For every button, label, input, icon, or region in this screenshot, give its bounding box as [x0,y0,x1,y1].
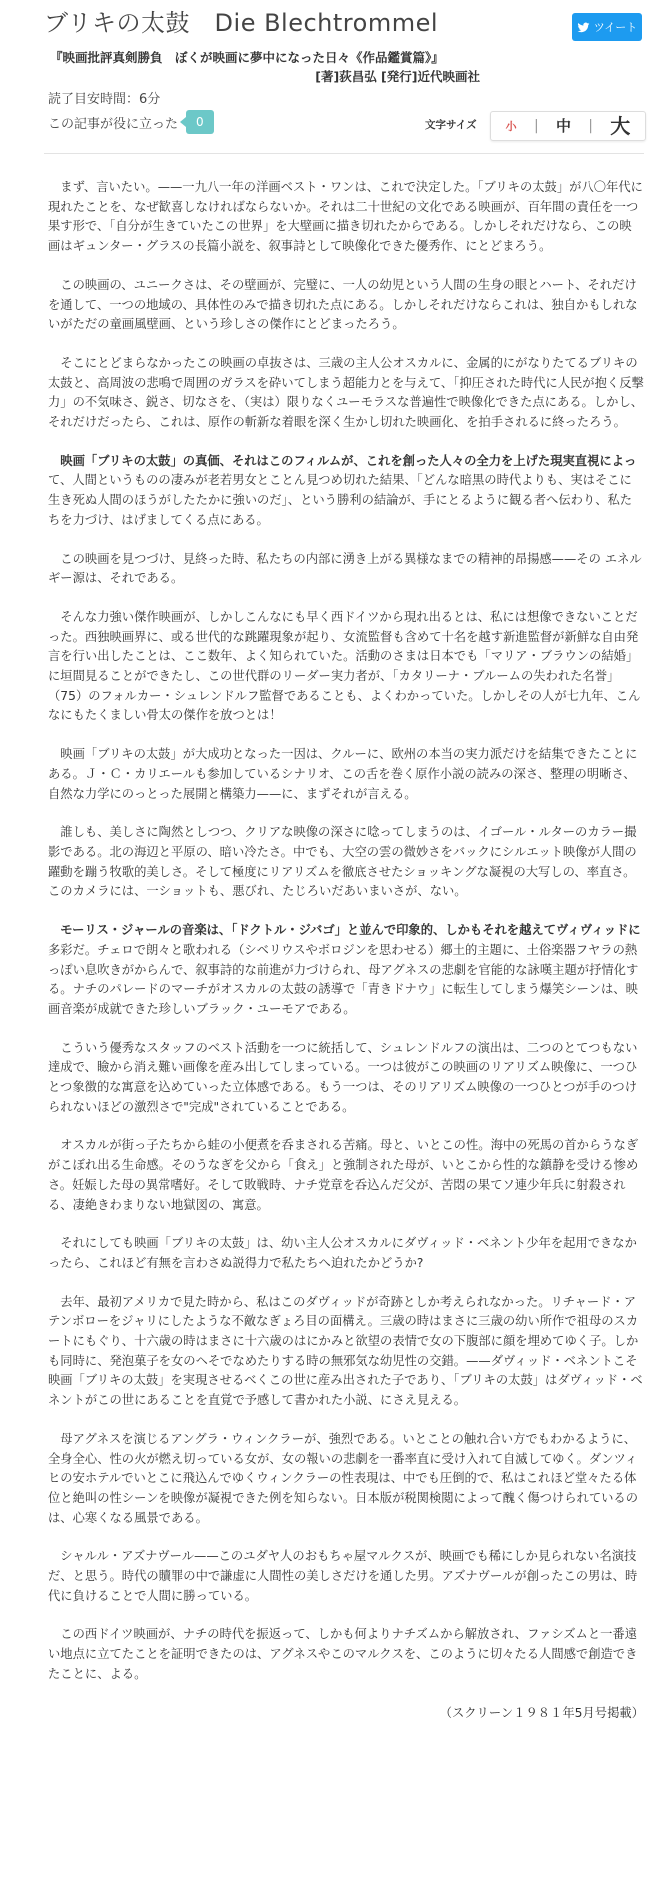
article-paragraph: それにしても映画「ブリキの太鼓」は、幼い主人公オスカルにダヴィッド・ベネント少年を起用できなかったら、これほど有無を言わさぬ説得力で私たちへ迫れたかどうか? [48,1236,637,1270]
helpful-label: この記事が役に立った [48,116,179,132]
font-size-separator: | [533,118,539,134]
article-paragraph: 映画「ブリキの太鼓」が大成功となった一因は、クルーに、欧州の本当の実力派だけを結集できたことにある。Ｊ・Ｃ・カリエールも参加しているシナリオ、この舌を巻く原作小説の読みの深さ、整理の明晰さ、自然な力学にのっとった展開と構築力——に、まずそれが言える。 [48,747,638,801]
article-paragraph: そこにとどまらなかったこの映画の卓抜さは、三歳の主人公オスカルに、金属的にがなりたてるブリキの太鼓と、高周波の悲鳴で周囲のガラスを砕いてしまう超能力とを与えて、「抑圧された時代に人民が抱く反撃力」の不気味さ、鋭さ、切なさを、（実は）限りなくユーモラスな普遍性で映像化できた点にある。しかし、それだけだったら、これは、原作の斬新な着眼を深く生かし切れた映画化、を拍手されるに終ったろう。 [48,355,644,430]
article-paragraph: この映画の、ユニークさは、その壁画が、完璧に、一人の幼児という人間の生身の眼とハート、それだけを通して、一つの地域の、具体性のみで描き切れた点にある。しかしそれだけならこれは、独自かもしれないがただの童画風壁画、という珍しさの傑作にとどまったろう。 [48,277,638,332]
article-paragraph: この映画を見つづけ、見終った時、私たちの内部に湧き上がる異様なまでの精神的昂揚感——その エネルギー源は、それである。 [48,551,642,586]
font-size-label: 文字サイズ [425,119,477,131]
helpful-widget [48,110,214,134]
article-paragraph: 去年、最初アメリカで見た時から、私はこのダヴィッドが奇跡としか考えられなかった。リチャード・アテンボローをジャリにしたような不敵なぎょろ目の面構え。三歳の時はまさに三歳の幼い所作で祖母のスカートにもぐり、十六歳の時はまさに十六歳のはにかみと欲望の表情で女の下腹部に顔を埋めてゆく子。しかも同時に、発泡菓子を女のヘそでなめたりする時の無邪気な幼児性の交錯。——ダヴィッド・ベネントこそ映画「ブリキの太鼓」を実現させるべくこの世に産み出された子であり、「ブリキの太鼓」はダヴィッド・ベネントがこの世にあることを直覚で予感して書かれた小説、にさえ見える。 [48,1294,643,1408]
article-paragraph: こういう優秀なスタッフのベスト活動を一つに統括して、シュレンドルフの演出は、二つのとてつもない達成で、瞼から消え難い画像を産み出してしまっている。一つは彼がこの映画のリアリズム映像に、一つひとつ象徴的な寓意を込めていった立体感である。もう一つは、そのリアリズム映像の一つひとつが手のつけられないほどの激烈さで"完成"されていることである。 [48,1040,638,1114]
font-size-small-button[interactable]: 小 [505,119,517,133]
article-paragraph: 映画「ブリキの太鼓」の真価、それはこのフィルムが、これを創った人々の全力を上げた現実直視によって、人間というものの凄みが老若男女とことん見つめ切れた結果、「どんな暗黒の時代よりも、実はそこに生き死ぬ人間のほうがしたたかに強いのだ」、という勝利の結論が、手にとるように観る者へ伝わり、私たちを力づけ、はげましてくる点にある。 [48,453,637,527]
author-publisher: [著]荻昌弘 [発行]近代映画社 [315,69,480,84]
font-size-separator: | [588,118,593,134]
article-paragraph: そんな力強い傑作映画が、しかしこんなにも早く西ドイツから現れ出るとは、私には想像できないことだった。西独映画界に、或る世代的な跳躍現象が起り、女流監督も含めて十名を越す新進監督が新鮮な自由発言を行い出したことは、ここ数年、よく知られていた。活動のさまは日本でも「マリア・ブラウンの結婚」に垣間見ることができたし、この世代群のリーダー実力者が、「カタリーナ・ブルームの失われた名誉」（75）のフォルカー・シュレンドルフ監督であることも、よくわかっていた。しかしその人が七九年、こんなにもたくましい骨太の傑作を放つとは！ [48,609,641,723]
read-time: 読了目安時間：6分 [48,92,161,107]
tweet-label: ツイート [593,21,638,34]
divider [44,153,644,154]
article-body [48,178,644,1742]
article-paragraph: オスカルが街っ子たちから蛙の小便煮を呑まされる苦痛。母と、いとこの性。海中の死馬の首からうなぎがこぼれ出る生命感。そのうなぎを父から「食え」と強制された母が、いとこから性的な鎮静を受ける惨めさ。妊娠した母の異常嗜好。そして敗戦時、ナチ党章を呑込んだ父が、苦悶の果てソ連少年兵に射殺される、凄絶きわまりない地獄図の、寓意。 [48,1138,639,1212]
article-paragraph: シャルル・アズナヴール——このユダヤ人のおもちゃ屋マルクスが、映画でも稀にしか見られない名演技だ、と思う。時代の贖罪の中で謙虚に人間性の美しさだけを通した男。アズナヴールが創ったこの男は、時代に負けることで人間に勝っている。 [48,1549,638,1603]
font-size-medium-button[interactable]: 中 [555,116,571,135]
book-title: 『映画批評真剣勝負 ぼくが映画に夢中になった日々《作品鑑賞篇》』 [50,50,444,65]
article-paragraph: まず、言いたい。——一九八一年の洋画ベスト・ワンは、これで決定した。「ブリキの太鼓」が八〇年代に現れたことを、なぜ歓喜しなければならないか。それは二十世紀の文化である映画が、百年間の責任を一つ果す形で、「自分が生きていたこの世界」を大壁画に描き切れたからである。しかしそれだけなら、この映画はギュンター・グラスの長篇小説を、叙事詩として映像化できた優秀作、にとどまろう。 [48,180,643,254]
article-paragraph: 母アグネスを演じるアングラ・ウィンクラーが、強烈である。いとことの触れ合い方でもわかるように、全身全心、性の火が燃え切っている女が、女の報いの悲劇を一番率直に受け入れて自滅してゆく。ダンツィヒの安ホテルでいとこに飛込んでゆくウィンクラーの性表現は、中でも圧倒的で、私はこれほど堂々たる体位と絶叫の性シーンを映像が凝視できた例を知らない。日本版が税関検閲によって醜く傷つけられているのは、心寒くなる風景である。 [48,1431,639,1525]
font-size-selector [490,111,646,141]
source-credit: （スクリーン１９８１年5月号掲載） [439,1705,644,1720]
article-paragraph: 誰しも、美しさに陶然としつつ、クリアな映像の深さに唸ってしまうのは、イゴール・ルターのカラー撮影である。北の海辺と平原の、暗い冷たさ。中でも、大空の雲の微妙さをバックにシルエット映像が人間の躍動を蹦う牧歌的美しさ。そして極度にリアリズムを徹底させたショッキングな凝視の大写しの、率直さ。このカメラには、一ショットも、悪びれ、たじろいだあいまいさが、ない。 [48,825,637,899]
article-paragraph: モーリス・ジャールの音楽は、「ドクトル・ジバゴ」と並んで印象的、しかもそれを越えてヴィヴィッドに多彩だ。チェロで朗々と歌われる（シベリウスやボロジンを思わせる）郷土的主題に、土俗楽器フヤラの熱っぽい息吹きがからんで、叙事詩的な前進が力づけられ、母アグネスの悲劇を官能的な詠嘆主題が抒情化する。ナチのパレードのマーチがオスカルの太鼓の誘導で「青きドナウ」に転生してしまう爆笑シーンは、映画音楽が成就できた珍しいブラック・ユーモアである。 [48,923,641,1016]
article-paragraph: この西ドイツ映画が、ナチの時代を振返って、しかも何よりナチズムから解放され、ファシズムと一番遠い地点に立てたことを証明できたのは、アグネスやこのマルクスを、このように切々たる人間感で創造できたことに、よる。 [48,1627,638,1681]
page-title: ブリキの太鼓 Die Blechtrommel [44,9,439,37]
font-size-large-button[interactable]: 大 [610,114,631,138]
twitter-bird-icon [577,21,590,34]
helpful-count-button[interactable]: 0 [186,110,214,134]
tweet-button[interactable] [572,13,642,41]
